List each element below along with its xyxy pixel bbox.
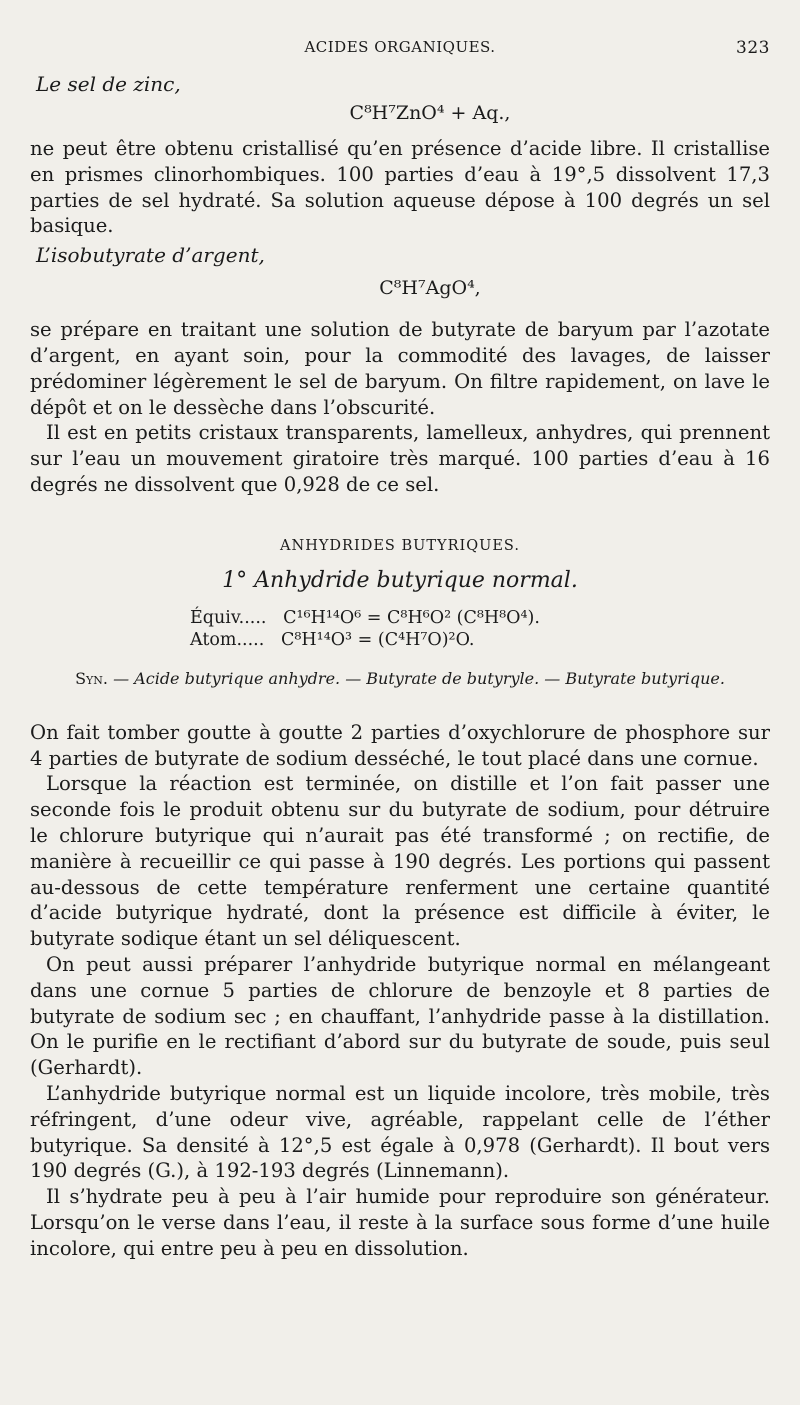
paragraph-5: Il s’hydrate peu à peu à l’air humide pour reproduire son générateur. Lorsqu’on le verse dans l’eau, il reste à la surface sous forme d’une huile incolore, qui entre peu à peu en dissolution. — [30, 1185, 770, 1260]
running-header — [30, 38, 770, 66]
silver-salt-paragraph-2: Il est en petits cristaux transparents, lamelleux, anhydres, qui prennent sur l’eau un mouvement giratoire très marqué. 100 parties d’eau à 16 degrés ne dissolvent que 0,928 de ce sel. — [30, 421, 770, 496]
equiv-formula: C¹⁶H¹⁴O⁶ = C⁸H⁶O² (C⁸H⁸O⁴). — [283, 607, 540, 628]
page-number: 323 — [736, 38, 770, 58]
paragraph-4: L’anhydride butyrique normal est un liquide incolore, très mobile, très réfringent, d’une odeur vive, agréable, rappelant celle de l’éther butyrique. Sa densité à 12°,5 est égale à 0,978 (Gerhardt). Il bout vers 190 degrés (G.), à 192-193 degrés (Linnemann). — [30, 1081, 770, 1183]
equiv-label: Équiv..... — [190, 607, 267, 628]
silver-salt-label: L’isobutyrate d’argent, — [36, 243, 265, 268]
atom-line — [190, 629, 770, 651]
running-title: ACIDES ORGANIQUES. — [304, 38, 496, 56]
atom-label: Atom..... — [190, 629, 265, 650]
zinc-salt-paragraph: ne peut être obtenu cristallisé qu’en présence d’acide libre. Il cristallise en prismes clinorhombiques. 100 parties d’eau à 19°,5 dissolvent 17,3 parties de sel hydraté. Sa solution aqueuse dépose à 100 degrés un sel basique. — [30, 137, 770, 238]
synonyms-label: Syn. — [75, 668, 108, 688]
synonyms-line — [30, 669, 770, 688]
paragraph-1: On fait tomber goutte à goutte 2 parties d’oxychlorure de phosphore sur 4 parties de butyrate de sodium desséché, le tout placé dans une cornue. — [30, 720, 770, 770]
synonyms-text: — Acide butyrique anhydre. — Butyrate de butyryle. — Butyrate butyrique. — [113, 668, 725, 688]
paragraph-2: Lorsque la réaction est terminée, on distille et l’on fait passer une seconde fois le produit obtenu sur du butyrate de sodium, pour détruire le chlorure butyrique qui n’aurait pas été transformé ; on rectifie, de manière à recueillir ce qui passe à 190 degrés. Les portions qui passent au-dessous de cette température renferment une certaine quantité d’acide butyrique hydraté, dont la présence est difficile à éviter, le butyrate sodique étant un sel déliquescent. — [30, 772, 770, 951]
silver-salt-paragraph-1: se prépare en traitant une solution de butyrate de baryum par l’azotate d’argent, en ayant soin, pour la commodité des lavages, de laisser prédominer légèrement le sel de baryum. On filtre rapidement, on lave le dépôt et on le dessèche dans l’obscurité. — [30, 318, 770, 419]
zinc-salt-formula: C⁸H⁷ZnO⁴ + Aq., — [349, 102, 511, 124]
silver-salt-formula: C⁸H⁷AgO⁴, — [379, 277, 481, 300]
paragraph-3: On peut aussi préparer l’anhydride butyrique normal en mélangeant dans une cornue 5 parties de chlorure de benzoyle et 8 parties de butyrate de sodium sec ; en chauffant, l’anhydride passe à la distillation. On le purifie en le rectifiant d’abord sur du butyrate de soude, puis seul (Gerhardt). — [30, 952, 770, 1080]
formula-block — [190, 607, 770, 651]
zinc-salt-label: Le sel de zinc, — [36, 72, 181, 96]
atom-formula: C⁸H¹⁴O³ = (C⁴H⁷O)²O. — [281, 629, 475, 650]
equiv-line — [190, 607, 770, 629]
page-body — [30, 72, 770, 1262]
subsection-heading: 1° Anhydride butyrique normal. — [222, 567, 578, 593]
section-heading: ANHYDRIDES BUTYRIQUES. — [280, 537, 520, 554]
